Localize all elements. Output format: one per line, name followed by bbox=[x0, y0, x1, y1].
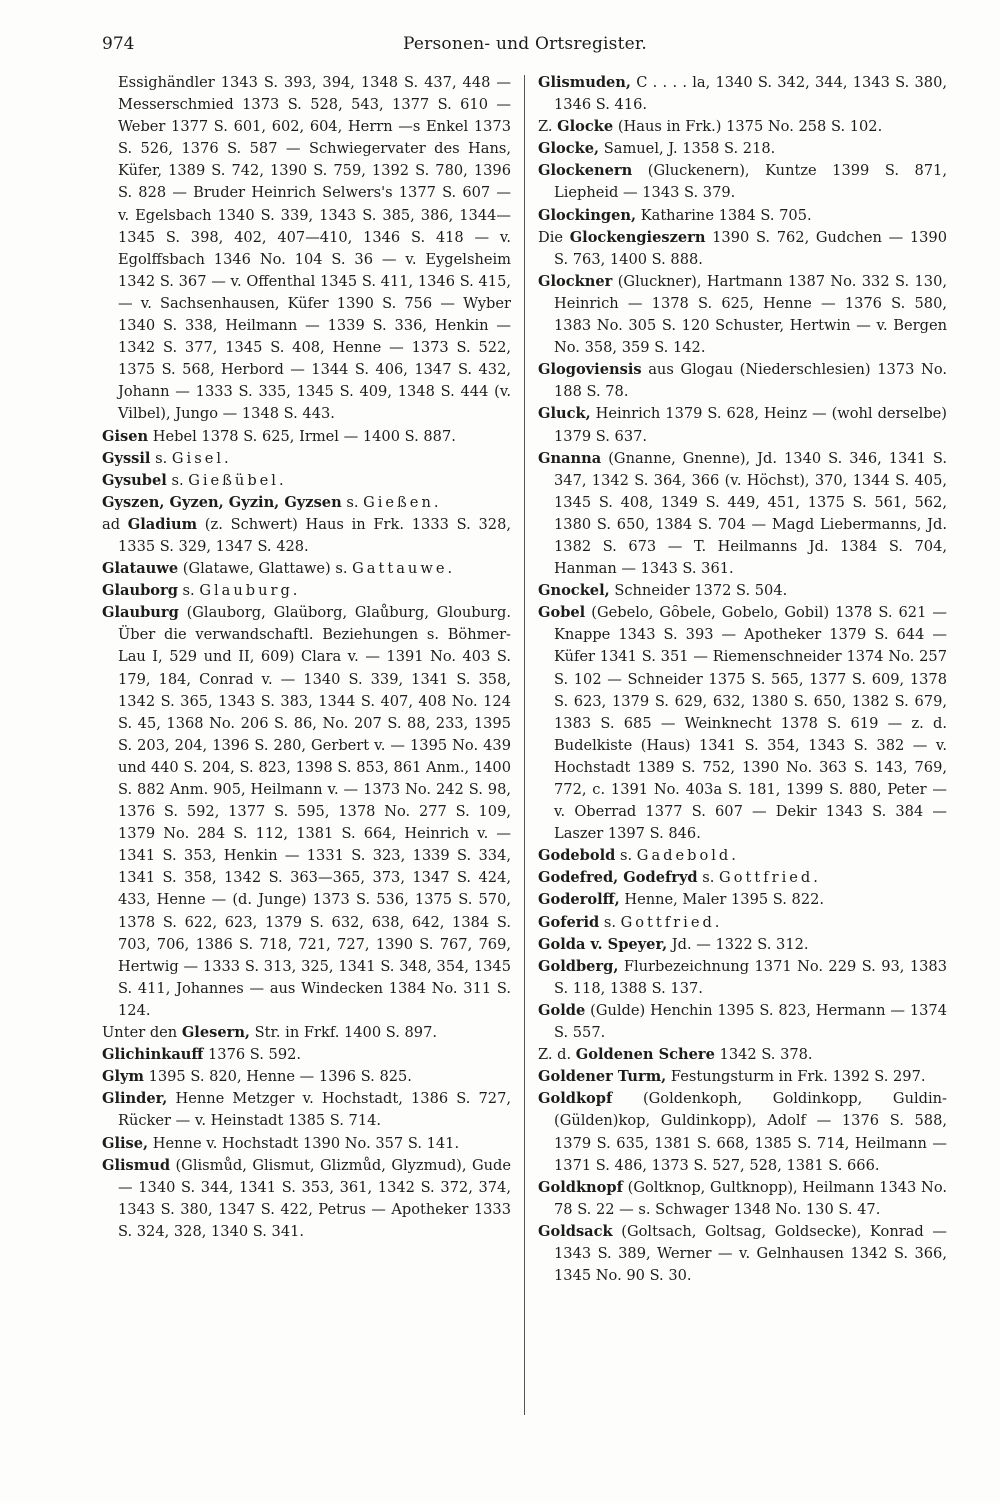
entry-text: 1395 S. 820, Henne — 1396 S. 825. bbox=[143, 1068, 412, 1086]
entry-text: 1376 S. 592. bbox=[203, 1046, 302, 1064]
entry-keyword: Goldkopf bbox=[538, 1090, 613, 1108]
index-entry bbox=[538, 72, 947, 116]
entry-text: Die bbox=[538, 228, 570, 246]
entry-keyword: Gobel bbox=[538, 604, 586, 622]
index-entry bbox=[538, 1177, 947, 1221]
entry-text: (Glatawe, Glattawe) s. bbox=[178, 560, 353, 578]
entry-text: (z. Schwert) Haus in Frk. 1333 S. 328, 1335 S. 329, 1347 S. 428. bbox=[118, 515, 511, 555]
index-entry bbox=[538, 845, 947, 867]
index-entry bbox=[538, 116, 947, 138]
entry-text: Hebel 1378 S. 625, Irmel — 1400 S. 887. bbox=[148, 427, 456, 445]
column-divider bbox=[524, 75, 525, 1415]
entry-keyword: Glockenern bbox=[538, 162, 633, 180]
entry-keyword: Godebold bbox=[538, 847, 616, 865]
entry-text: (Glauborg, Glaüborg, Glaůburg, Glouburg. Über die verwandschaftl. Beziehungen s. Böhmer-Lau I, 529 und II, 609) Clara v. — 1391 No. 403 S. 179, 184, Conrad v. — 1340 S. 339, 1341 S. 358, 1342 S. 365, 1343 S. 383, 1344 S. 407, 408 No. 124 S. 45, 1368 No. 206 S. 86, No. 207 S. 88, 233, 1395 S. 203, 204, 1396 S. 280, Gerbert v. — 1395 No. 439 und 440 S. 204, S. 823, 1398 S. 853, 861 Anm., 1400 S. 882 Anm. 905, Heilmann v. — 1373 No. 242 S. 98, 1376 S. 592, 1377 S. 595, 1378 No. 277 S. 109, 1379 No. 284 S. 112, 1381 S. 664, Heinrich v. — 1341 S. 353, Henkin — 1331 S. 323, 1339 S. 334, 1341 S. 358, 1342 S. 363—365, 373, 1347 S. 424, 433, Henne — (d. Junge) 1373 S. 536, 1375 S. 570, 1378 S. 622, 623, 1379 S. 632, 638, 642, 1384 S. 703, 706, 1386 S. 718, 721, 727, 1390 S. 767, 769, Hertwig — 1333 S. 313, 325, 1341 S. 348, 354, 1345 S. 411, Johannes — aus Windecken 1384 No. 311 S. 124. bbox=[118, 604, 511, 1019]
entry-text: (Gnanne, Gnenne), Jd. 1340 S. 346, 1341 S. 347, 1342 S. 364, 366 (v. Höchst), 370, 1344 S. 405, 1345 S. 408, 1349 S. 449, 451, 1375 S. 561, 562, 1380 S. 650, 1384 S. 704 — Magd Liebermanns, Jd. 1382 S. 673 — T. Heilmanns Jd. 1384 S. 704, Hanman — 1343 S. 361. bbox=[554, 449, 947, 578]
index-entry bbox=[102, 1022, 511, 1044]
entry-keyword: Gisen bbox=[102, 427, 149, 445]
index-entry bbox=[102, 602, 511, 1022]
entry-keyword: Glismuden, bbox=[538, 74, 631, 91]
right-column bbox=[538, 72, 947, 1287]
entry-text: Heinrich 1379 S. 628, Heinz — (wohl derselbe) 1379 S. 637. bbox=[554, 405, 947, 445]
entry-keyword: Glauburg bbox=[102, 604, 179, 622]
entry-text: Festungsturm in Frk. 1392 S. 297. bbox=[666, 1068, 926, 1086]
left-column bbox=[102, 72, 511, 1243]
entry-keyword: Glichinkauff bbox=[102, 1046, 204, 1064]
entry-keyword: Glatauwe bbox=[102, 560, 179, 578]
index-entry bbox=[102, 1155, 511, 1243]
entry-text: 1390 S. 762, Gudchen — 1390 S. 763, 1400 S. 888. bbox=[554, 228, 947, 268]
entry-keyword: Goldener Turm, bbox=[538, 1068, 667, 1086]
index-entry bbox=[102, 1088, 511, 1132]
index-entry bbox=[538, 1088, 947, 1176]
entry-text: (Gulde) Henchin 1395 S. 823, Hermann — 1374 S. 557. bbox=[554, 1001, 947, 1042]
index-entry bbox=[102, 426, 511, 448]
index-entry bbox=[102, 1044, 511, 1066]
entry-keyword: Goferid bbox=[538, 913, 600, 931]
entry-text: Str. in Frkf. 1400 S. 897. bbox=[250, 1024, 438, 1042]
entry-text: (Gluckner), Hartmann 1387 No. 332 S. 130, Heinrich — 1378 S. 625, Henne — 1376 S. 580, 1383 No. 305 S. 120 Schuster, Hertwin — v. Bergen No. 358, 359 S. 142. bbox=[554, 272, 947, 357]
index-entry bbox=[538, 205, 947, 227]
entry-text: Essighändler 1343 S. 393, 394, 1348 S. 437, 448 — Messerschmied 1373 S. 528, 543, 1377 S. 610 — Weber 1377 S. 601, 602, 604, Herrn —s Enkel 1373 S. 526, 1376 S. 587 — Schwiegervater des Hans, Küfer, 1389 S. 742, 1390 S. 759, 1392 S. 780, 1396 S. 828 — Bruder Heinrich Selwers's 1377 S. 607 — v. Egelsbach 1340 S. 339, 1343 S. 385, 386, 1344—1345 S. 398, 402, 407—410, 1346 S. 418 — v. Egolffsbach 1346 No. 104 S. 36 — v. Eygelsheim 1342 S. 367 — v. Offenthal 1345 S. 411, 1346 S. 415, — v. Sachsenhausen, Küfer 1390 S. 756 — Wyber 1340 S. 338, Heilmann — 1339 S. 336, Henkin — 1342 S. 377, 1345 S. 408, Henne — 1373 S. 522, 1375 S. 568, Herbord — 1344 S. 406, 1347 S. 432, Johann — 1333 S. 335, 1345 S. 409, 1348 S. 444 (v. Vilbel), Jungo — 1348 S. 443. bbox=[118, 74, 511, 423]
entry-text: Henne v. Hochstadt 1390 No. 357 S. 141. bbox=[148, 1134, 460, 1152]
running-title: Personen- und Ortsregister. bbox=[403, 34, 647, 54]
entry-reference: Gattauwe. bbox=[352, 560, 456, 578]
entry-text: s. bbox=[341, 493, 364, 511]
entry-text: s. bbox=[697, 869, 720, 887]
entry-text: s. bbox=[166, 471, 189, 489]
index-entry bbox=[102, 580, 511, 602]
entry-text: (Goldenkoph, Goldinkopp, Guldin-(Gülden)kop, Guldinkopp), Adolf — 1376 S. 588, 1379 S. 635, 1381 S. 668, 1385 S. 714, Heilmann — 1371 S. 486, 1373 S. 527, 528, 1381 S. 666. bbox=[554, 1090, 947, 1174]
index-entry bbox=[102, 470, 511, 492]
entry-text: (Haus in Frk.) 1375 No. 258 S. 102. bbox=[613, 118, 883, 136]
index-entry bbox=[102, 1066, 511, 1088]
entry-text: s. bbox=[150, 449, 172, 467]
entry-text: Katharine 1384 S. 705. bbox=[636, 206, 812, 224]
entry-text: Samuel, J. 1358 S. 218. bbox=[599, 140, 776, 158]
entry-keyword: Goldsack bbox=[538, 1222, 613, 1240]
entry-keyword: Golde bbox=[538, 1001, 586, 1019]
entry-keyword: Glocke bbox=[557, 118, 614, 136]
entry-text: s. bbox=[177, 582, 200, 600]
entry-keyword: Goldknopf bbox=[538, 1178, 623, 1196]
index-entry bbox=[102, 1133, 511, 1155]
index-entry bbox=[102, 72, 511, 426]
entry-keyword: Goderolff, bbox=[538, 891, 620, 909]
entry-text: Jd. — 1322 S. 312. bbox=[667, 935, 809, 953]
entry-reference: Gottfried. bbox=[719, 869, 821, 887]
entry-keyword: Glesern, bbox=[181, 1024, 251, 1042]
entry-text: aus Glogau (Niederschlesien) 1373 No. 188 S. 78. bbox=[554, 361, 947, 401]
index-entry bbox=[538, 1044, 947, 1066]
entry-keyword: Gnockel, bbox=[538, 582, 610, 600]
index-entry bbox=[538, 359, 947, 403]
index-entry bbox=[538, 867, 947, 889]
entry-reference: Gießübel. bbox=[188, 471, 287, 489]
entry-reference: Gadebold. bbox=[636, 847, 739, 865]
entry-keyword: Glise, bbox=[102, 1134, 149, 1152]
entry-keyword: Golda v. Speyer, bbox=[538, 935, 668, 953]
entry-keyword: Glockingen, bbox=[538, 206, 637, 224]
entry-keyword: Goldenen Schere bbox=[575, 1046, 715, 1064]
entry-keyword: Gluck, bbox=[538, 405, 591, 423]
index-entry bbox=[538, 227, 947, 271]
entry-text: s. bbox=[599, 913, 621, 931]
entry-keyword: Gnanna bbox=[538, 449, 602, 467]
entry-text: 1342 S. 378. bbox=[714, 1046, 813, 1064]
entry-keyword: Glockner bbox=[538, 272, 613, 290]
entry-keyword: Gysubel bbox=[102, 471, 167, 489]
index-entry bbox=[538, 602, 947, 845]
entry-keyword: Glym bbox=[102, 1068, 144, 1086]
entry-text: Flurbezeichnung 1371 No. 229 S. 93, 1383 S. 118, 1388 S. 137. bbox=[554, 957, 947, 997]
entry-text: (Goltknop, Gultknopp), Heilmann 1343 No. 78 S. 22 — s. Schwager 1348 No. 130 S. 47. bbox=[554, 1178, 947, 1218]
entry-keyword: Glismud bbox=[102, 1156, 171, 1174]
entry-text: s. bbox=[615, 847, 637, 865]
entry-text: Z. bbox=[538, 118, 558, 136]
index-entry bbox=[102, 448, 511, 470]
entry-text: C . . . . la, 1340 S. 342, 344, 1343 S. 380, 1346 S. 416. bbox=[554, 74, 947, 114]
entry-keyword: Glinder, bbox=[102, 1090, 168, 1108]
entry-keyword: Glockengieszern bbox=[569, 228, 706, 246]
entry-keyword: Glogoviensis bbox=[538, 361, 642, 379]
entry-text: Z. d. bbox=[538, 1046, 576, 1064]
entry-text: Unter den bbox=[102, 1024, 182, 1042]
entry-text: (Goltsach, Goltsag, Goldsecke), Konrad — 1343 S. 389, Werner — v. Gelnhausen 1342 S. 366, 1345 No. 90 S. 30. bbox=[554, 1222, 947, 1285]
page-number: 974 bbox=[102, 34, 135, 54]
index-entry bbox=[102, 514, 511, 558]
index-entry bbox=[538, 1000, 947, 1044]
entry-keyword: Gyszen, Gyzen, Gyzin, Gyzsen bbox=[102, 493, 342, 511]
index-entry bbox=[538, 1221, 947, 1287]
index-entry bbox=[538, 1066, 947, 1088]
index-entry bbox=[538, 448, 947, 581]
entry-keyword: Gyssil bbox=[102, 449, 151, 467]
entry-keyword: Goldberg, bbox=[538, 957, 619, 975]
page-header bbox=[102, 34, 948, 60]
entry-text: ad bbox=[102, 515, 128, 533]
entry-text: (Gebelo, Gȏbele, Gobelo, Gobil) 1378 S. 621 — Knappe 1343 S. 393 — Apotheker 1379 S. 644 — Küfer 1341 S. 351 — Riemenschneider 1374 No. 257 S. 102 — Schneider 1375 S. 565, 1377 S. 609, 1378 S. 623, 1379 S. 629, 632, 1380 S. 650, 1382 S. 679, 1383 S. 685 — Weinknecht 1378 S. 619 — z. d. Budelkiste (Haus) 1341 S. 354, 1343 S. 382 — v. Hochstadt 1389 S. 752, 1390 No. 363 S. 143, 769, 772, c. 1391 No. 403a S. 181, 1399 S. 880, Peter — v. Oberrad 1377 S. 607 — Dekir 1343 S. 384 —Laszer 1397 S. 846. bbox=[554, 604, 947, 843]
entry-reference: Gießen. bbox=[363, 493, 442, 511]
index-entry bbox=[538, 138, 947, 160]
entry-keyword: Gladium bbox=[127, 515, 198, 533]
entry-reference: Glauburg. bbox=[199, 582, 301, 600]
index-entry bbox=[538, 271, 947, 359]
entry-text: (Glismůd, Glismut, Glizmůd, Glyzmud), Gude — 1340 S. 344, 1341 S. 353, 361, 1342 S. 372, 374, 1343 S. 380, 1347 S. 422, Petrus — Apotheker 1333 S. 324, 328, 1340 S. 341. bbox=[118, 1156, 511, 1240]
entry-text: (Gluckenern), Kuntze 1399 S. 871, Liepheid — 1343 S. 379. bbox=[554, 162, 947, 202]
index-entry bbox=[538, 934, 947, 956]
index-entry bbox=[538, 956, 947, 1000]
index-entry bbox=[538, 403, 947, 447]
entry-text: Schneider 1372 S. 504. bbox=[609, 582, 788, 600]
entry-text: Henne Metzger v. Hochstadt, 1386 S. 727, Rücker — v. Heinstadt 1385 S. 714. bbox=[118, 1090, 511, 1130]
entry-reference: Gisel. bbox=[171, 449, 232, 467]
index-entry bbox=[102, 492, 511, 514]
entry-text: Henne, Maler 1395 S. 822. bbox=[619, 891, 825, 909]
index-entry bbox=[538, 889, 947, 911]
index-entry bbox=[538, 160, 947, 204]
entry-keyword: Glauborg bbox=[102, 582, 178, 600]
index-entry bbox=[102, 558, 511, 580]
index-entry bbox=[538, 580, 947, 602]
entry-keyword: Godefred, Godefryd bbox=[538, 869, 698, 887]
entry-keyword: Glocke, bbox=[538, 140, 600, 158]
entry-reference: Gottfried. bbox=[620, 913, 723, 931]
index-entry bbox=[538, 912, 947, 934]
